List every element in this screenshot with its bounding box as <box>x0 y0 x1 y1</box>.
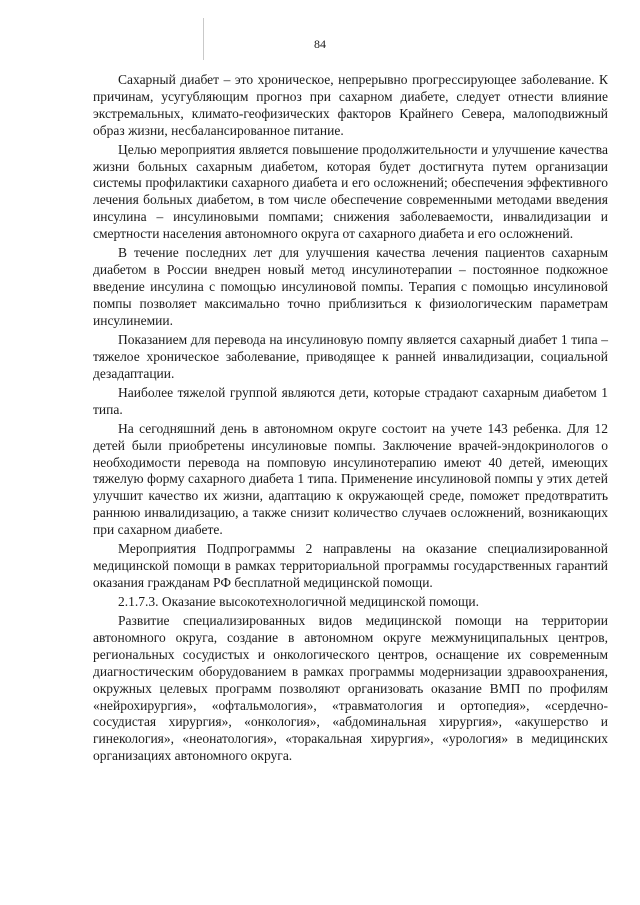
paragraph-diabetes-intro: Сахарный диабет – это хроническое, непрерывно прогрессирующее заболевание. К причинам, усугубляющим прогноз при сахарном диабете, следует отнести влияние экстремальных, климато-геофизических факторов Крайнего Севера, малоподвижный образ жизни, несбалансированное питание. <box>93 72 608 138</box>
page-number: 84 <box>314 37 326 51</box>
paragraph-children-group: Наиболее тяжелой группой являются дети, которые страдают сахарным диабетом 1 типа. <box>93 384 608 417</box>
paragraph-indication: Показанием для перевода на инсулиновую помпу является сахарный диабет 1 типа – тяжелое хроническое заболевание, приводящее к ранней инвалидизации, социальной дезадаптации. <box>93 331 608 381</box>
paragraph-insulin-pump-method: В течение последних лет для улучшения качества лечения пациентов сахарным диабетом в России внедрен новый метод инсулинотерапии – постоянное подкожное введение инсулина с помощью инсулиновой помпы. Терапия с помощью инсулиновой помпы позволяет максимально точно приблизиться к физиологическим параметрам инсулинемии. <box>93 245 608 328</box>
paragraph-subprogram-2: Мероприятия Подпрограммы 2 направлены на оказание специализированной медицинской помощи в рамках территориальной программы государственных гарантий оказания гражданам РФ бесплатной медицинской помощи. <box>93 541 608 590</box>
paragraph-goal: Целью мероприятия является повышение продолжительности и улучшение качества жизни больных сахарным диабетом, которая будет достигнута путем организации системы профилактики сахарного диабета и его осложнений; обеспечения эффективного лечения больных диабетом, в том числе обеспечение современными методами введения инсулина – инсулиновыми помпами; снижения заболеваемости, инвалидизации и смертности населения автономного округа от сахарного диабета и его осложнений. <box>93 141 608 241</box>
paragraph-current-statistics: На сегодняшний день в автономном округе состоит на учете 143 ребенка. Для 12 детей были приобретены инсулиновые помпы. Заключение врачей-эндокринологов о необходимости перевода на помповую инсулинотерапию имеют 40 детей, имеющих тяжелую форму сахарного диабета 1 типа. Применение инсулиновой помпы у этих детей улучшит качество их жизни, адаптацию к окружающей среде, поможет предотвратить раннюю инвалидизацию, а также снизит количество случаев осложнений, возникающих при сахарном диабете. <box>93 420 608 537</box>
section-heading-2-1-7-3: 2.1.7.3. Оказание высокотехнологичной медицинской помощи. <box>118 594 479 610</box>
paragraph-high-tech-care: Развитие специализированных видов медицинской помощи на территории автономного округа, создание в автономном округе межмуниципальных центров, региональных сосудистых и онкологического центров, оснащение их современным диагностическим оборудованием в рамках программы модернизации здравоохранения, окружных целевых программ позволяют организовать оказание ВМП по профилям «нейрохирургия», «офтальмология», «травматология и ортопедия», «сердечно-сосудистая хирургия», «онкология», «абдоминальная хирургия», «акушерство и гинекология», «неонатология», «торакальная хирургия», «урология» в медицинских организациях автономного округа. <box>93 613 608 764</box>
document-body <box>93 72 608 767</box>
